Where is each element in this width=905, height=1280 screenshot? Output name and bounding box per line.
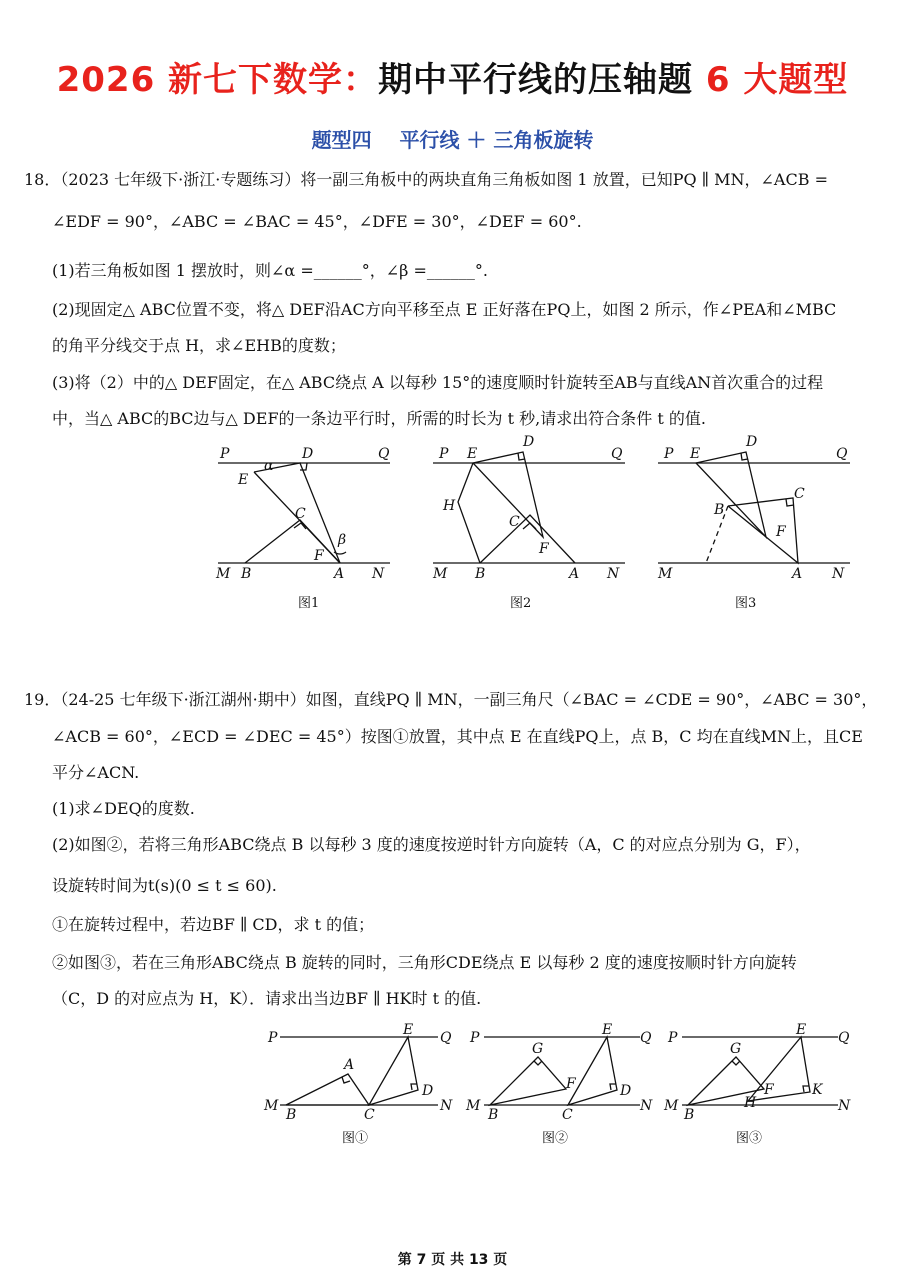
fig18-2-label-M: M xyxy=(433,566,448,582)
fig19-2-label-G: G xyxy=(532,1041,544,1057)
fig18-3-label-M: M xyxy=(658,566,673,582)
fig19-3-label-F: F xyxy=(764,1082,774,1098)
fig18-1-label-A: A xyxy=(334,566,345,582)
fig18-2-caption: 图2 xyxy=(510,596,532,611)
fig18-1-label-D: D xyxy=(302,446,314,462)
fig18-1-label-B: B xyxy=(241,566,252,582)
fig18-3-label-C: C xyxy=(794,486,805,502)
fig18-1-label-F: F xyxy=(314,548,324,564)
fig18-1-label-beta: β xyxy=(338,532,347,548)
fig19-3-label-Q: Q xyxy=(838,1030,850,1046)
q18-part-2-b: 的角平分线交于点 H，求∠EHB的度数； xyxy=(52,336,346,355)
fig18-1-label-P: P xyxy=(220,446,230,462)
fig18-2-label-B: B xyxy=(475,566,486,582)
fig18-1-caption: 图1 xyxy=(298,596,320,611)
fig18-2-label-P: P xyxy=(439,446,449,462)
fig19-2-label-M: M xyxy=(466,1098,481,1114)
fig18-3-label-D: D xyxy=(746,434,758,450)
q18-figure-1 xyxy=(210,430,400,620)
fig18-1-label-C: C xyxy=(295,506,306,522)
fig19-3-label-H: H xyxy=(744,1095,757,1111)
fig19-1-label-E: E xyxy=(403,1022,414,1038)
fig18-3-label-A: A xyxy=(792,566,803,582)
q18-line-2: ∠EDF = 90°，∠ABC = ∠BAC = 45°，∠DFE = 30°，∠DEF = 60°. xyxy=(52,212,582,231)
fig19-2-label-C: C xyxy=(562,1107,573,1123)
fig19-1-label-M: M xyxy=(264,1098,279,1114)
fig19-1-label-B: B xyxy=(286,1107,297,1123)
title-red-part-1: 2026 新七下数学： xyxy=(56,60,379,100)
q19-part-2-a: (2)如图②，若将三角形ABC绕点 B 以每秒 3 度的速度按逆时针方向旋转（A，C 的对应点分别为 G，F）， xyxy=(52,835,811,854)
fig18-3-label-F: F xyxy=(776,524,786,540)
fig18-1-label-N: N xyxy=(372,566,385,582)
fig18-3-label-E: E xyxy=(690,446,701,462)
fig19-2-label-D: D xyxy=(620,1083,632,1099)
fig19-2-caption: 图② xyxy=(542,1131,569,1146)
fig19-3-label-P: P xyxy=(668,1030,678,1046)
fig18-1-label-M: M xyxy=(216,566,231,582)
q19-part-1: (1)求∠DEQ的度数. xyxy=(52,799,195,818)
fig19-3-caption: 图③ xyxy=(736,1131,763,1146)
q19-figure-2 xyxy=(462,1015,662,1155)
q19-sub-1: ①在旋转过程中，若边BF ∥ CD，求 t 的值； xyxy=(52,915,375,934)
fig18-1-label-Q: Q xyxy=(378,446,390,462)
q18-part-2-a: (2)现固定△ ABC位置不变，将△ DEF沿AC方向平移至点 E 正好落在PQ上，如图 2 所示，作∠PEA和∠MBC xyxy=(52,300,837,319)
fig18-1-label-E: E xyxy=(238,472,249,488)
fig19-1-label-D: D xyxy=(422,1083,434,1099)
fig19-1-label-C: C xyxy=(364,1107,375,1123)
q19-figure-1 xyxy=(258,1015,463,1155)
fig19-3-label-B: B xyxy=(684,1107,695,1123)
fig19-1-caption: 图① xyxy=(342,1131,369,1146)
fig19-3-label-N: N xyxy=(838,1098,851,1114)
q19-line-2: ∠ACB = 60°，∠ECD = ∠DEC = 45°）按图①放置，其中点 E 在直线PQ上，点 B，C 均在直线MN上，且CE xyxy=(52,727,863,746)
fig18-2-label-D: D xyxy=(523,434,535,450)
fig19-3-label-G: G xyxy=(730,1041,742,1057)
fig18-2-label-N: N xyxy=(607,566,620,582)
q19-part-2-b: 设旋转时间为t(s)(0 ≤ t ≤ 60). xyxy=(52,876,277,895)
fig18-3-caption: 图3 xyxy=(735,596,757,611)
fig19-2-label-B: B xyxy=(488,1107,499,1123)
fig19-2-label-P: P xyxy=(470,1030,480,1046)
fig19-1-label-A: A xyxy=(344,1057,355,1073)
q18-figure-3 xyxy=(650,430,860,620)
q18-part-1: (1)若三角板如图 1 摆放时，则∠α =______°，∠β =______°. xyxy=(52,261,488,280)
q19-figure-3 xyxy=(660,1015,860,1155)
page-title xyxy=(0,52,905,101)
fig18-3-label-Q: Q xyxy=(836,446,848,462)
q19-line-1: 19．（24-25 七年级下·浙江湖州·期中）如图，直线PQ ∥ MN，一副三角尺（∠BAC = ∠CDE = 90°，∠ABC = 30°， xyxy=(24,690,878,709)
fig18-3-label-P: P xyxy=(664,446,674,462)
fig19-3-label-M: M xyxy=(664,1098,679,1114)
title-red-part-2: 6 大题型 xyxy=(693,60,849,100)
fig19-3-label-E: E xyxy=(796,1022,807,1038)
fig19-1-label-P: P xyxy=(268,1030,278,1046)
title-black-part: 期中平行线的压轴题 xyxy=(378,60,694,100)
fig18-2-label-C: C xyxy=(509,514,520,530)
fig19-3-label-K: K xyxy=(812,1082,823,1098)
fig19-1-label-Q: Q xyxy=(440,1030,452,1046)
fig19-2-label-E: E xyxy=(602,1022,613,1038)
fig18-1-label-alpha: α xyxy=(264,458,274,474)
q19-line-3: 平分∠ACN. xyxy=(52,763,140,782)
fig18-2-label-E: E xyxy=(467,446,478,462)
fig19-2-label-Q: Q xyxy=(640,1030,652,1046)
q18-line-1: 18．（2023 七年级下·浙江·专题练习）将一副三角板中的两块直角三角板如图 1 放置，已知PQ ∥ MN，∠ACB = xyxy=(24,170,828,189)
section-subtitle: 题型四 平行线 ＋ 三角板旋转 xyxy=(311,128,594,152)
fig19-2-label-F: F xyxy=(566,1076,576,1092)
q18-figure-2 xyxy=(425,430,635,620)
q19-sub-2-b: （C，D 的对应点为 H，K）．请求出当边BF ∥ HK时 t 的值. xyxy=(52,989,482,1008)
fig18-2-label-F: F xyxy=(539,541,549,557)
fig18-2-label-A: A xyxy=(569,566,580,582)
page-number: 第 7 页 共 13 页 xyxy=(397,1252,508,1268)
fig18-3-label-N: N xyxy=(832,566,845,582)
fig19-1-label-N: N xyxy=(440,1098,453,1114)
q19-sub-2-a: ②如图③，若在三角形ABC绕点 B 旋转的同时，三角形CDE绕点 E 以每秒 2 度的速度按顺时针方向旋转 xyxy=(52,953,797,972)
fig18-2-label-Q: Q xyxy=(611,446,623,462)
q18-part-3-a: (3)将（2）中的△ DEF固定，在△ ABC绕点 A 以每秒 15°的速度顺时针旋转至AB与直线AN首次重合的过程 xyxy=(52,373,824,392)
fig18-3-label-B: B xyxy=(714,502,725,518)
fig19-2-label-N: N xyxy=(640,1098,653,1114)
q18-part-3-b: 中，当△ ABC的BC边与△ DEF的一条边平行时，所需的时长为 t 秒,请求出符合条件 t 的值. xyxy=(52,409,706,428)
fig18-2-label-H: H xyxy=(443,498,456,514)
